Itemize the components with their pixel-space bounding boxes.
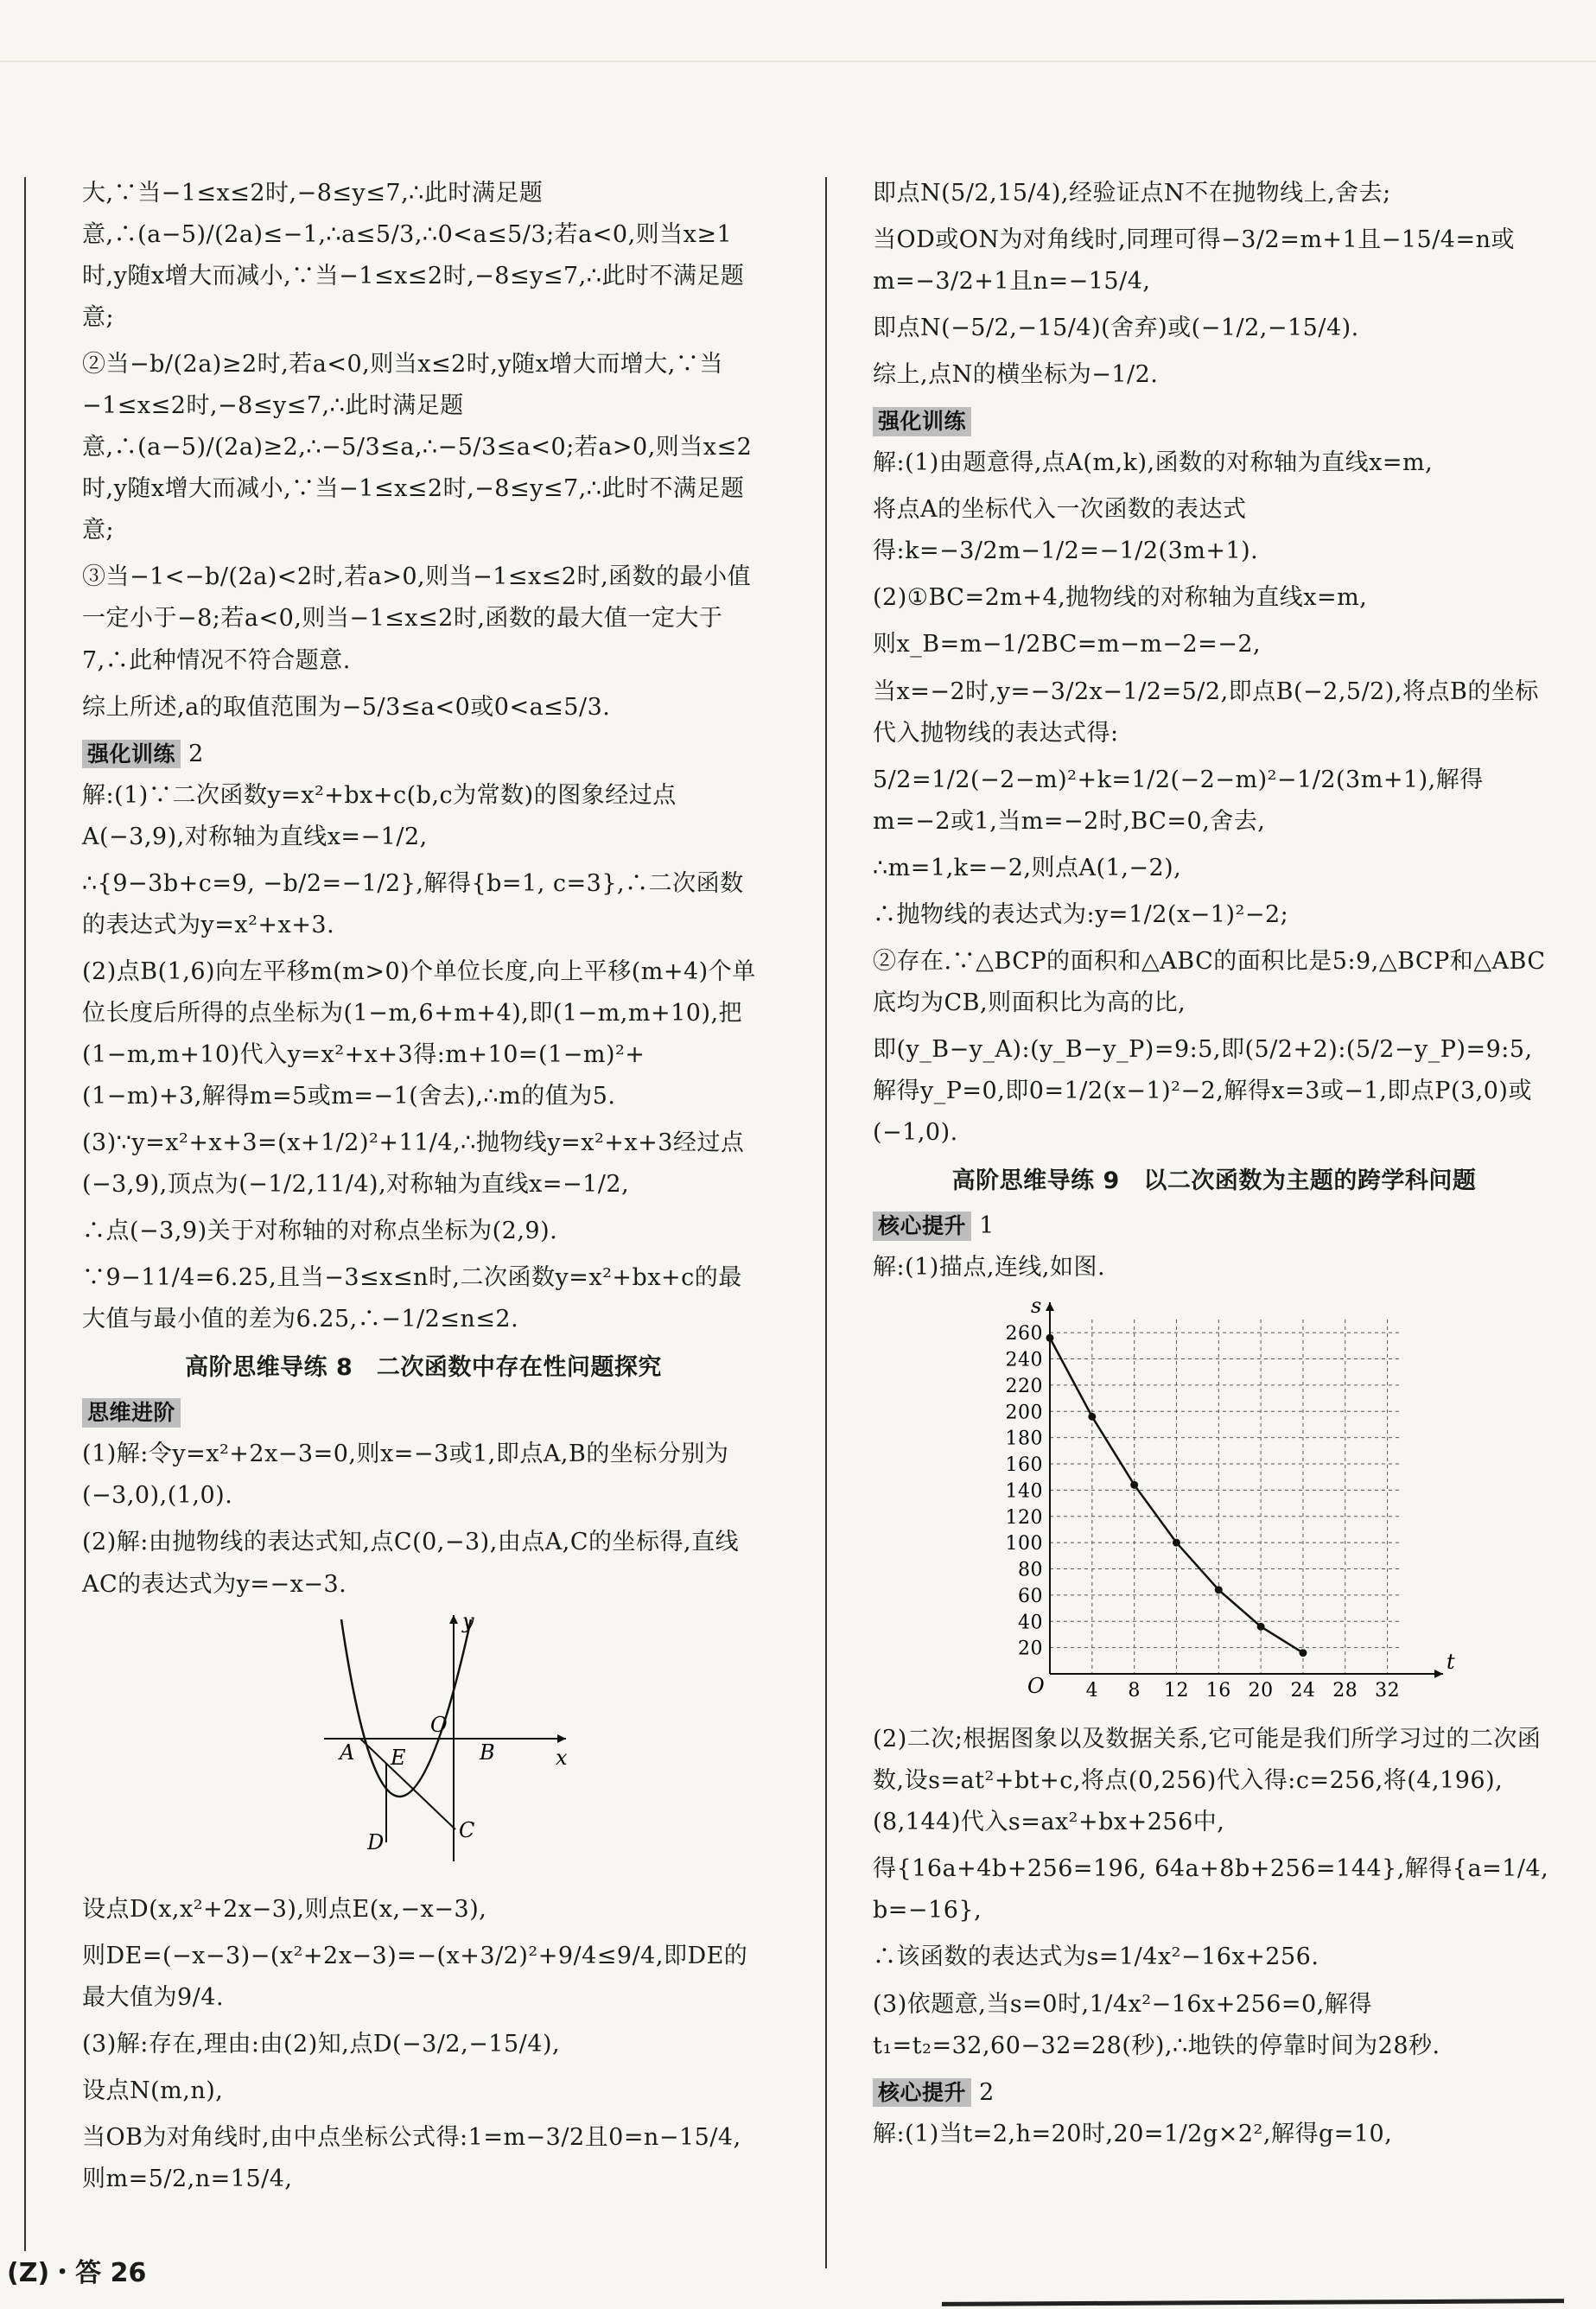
right-p5: 解:(1)由题意得,点A(m,k),函数的对称轴为直线x=m, bbox=[873, 449, 1434, 477]
right-p12: ∴抛物线的表达式为:y=1/2(x−1)²−2; bbox=[873, 900, 1289, 928]
right-p6: 将点A的坐标代入一次函数的表达式得:k=−3/2m−1/2=−1/2(3m+1). bbox=[873, 496, 1259, 565]
label-a: A bbox=[340, 1740, 355, 1765]
left-p4: 综上所述,a的取值范围为−5/3≤a<0或0<a≤5/3. bbox=[82, 693, 611, 721]
data-point bbox=[1173, 1539, 1180, 1547]
y-tick-label: 140 bbox=[1005, 1480, 1043, 1503]
y-tick-label: 20 bbox=[1018, 1638, 1043, 1660]
parabola-figure bbox=[82, 1611, 765, 1884]
left-p6: ∴{9−3b+c=9, −b/2=−1/2},解得{b=1, c=3},∴二次函数的表达式为y=x²+x+3. bbox=[82, 869, 744, 938]
x-tick-label: 16 bbox=[1205, 1680, 1231, 1701]
left-p3: ③当−1<−b/(2a)<2时,若a>0,则当−1≤x≤2时,函数的最小值一定小于−8;若a<0,则当−1≤x≤2时,函数的最大值一定大于7,∴此种情况不符合题意. bbox=[82, 563, 752, 674]
y-tick-label: 100 bbox=[1005, 1533, 1043, 1555]
right-p20: 解:(1)当t=2,h=20时,20=1/2g×2²,解得g=10, bbox=[873, 2120, 1393, 2147]
tag-number: 2 bbox=[181, 740, 204, 767]
left-p17: 当OB为对角线时,由中点坐标公式得:1=m−3/2且0=n−15/4,则m=5/2,n=15/4, bbox=[82, 2123, 741, 2192]
origin-label: O bbox=[1027, 1674, 1046, 1699]
bottom-rule bbox=[942, 2299, 1564, 2306]
x-tick-label: 32 bbox=[1375, 1680, 1401, 1701]
left-p15: (3)解:存在,理由:由(2)知,点D(−3/2,−15/4), bbox=[82, 2030, 561, 2058]
left-p11: (1)解:令y=x²+2x−3=0,则x=−3或1,即点A,B的坐标分别为(−3,0),(1,0). bbox=[82, 1441, 729, 1510]
label-x: x bbox=[556, 1745, 569, 1770]
data-point bbox=[1257, 1623, 1265, 1631]
right-p17: 得{16a+4b+256=196, 64a+8b+256=144},解得{a=1/4, b=−16}, bbox=[873, 1855, 1549, 1924]
y-tick-label: 60 bbox=[1018, 1586, 1043, 1608]
data-point bbox=[1299, 1649, 1307, 1657]
top-rule bbox=[0, 60, 1596, 62]
tag-number: 1 bbox=[971, 1212, 995, 1240]
x-tick-label: 12 bbox=[1163, 1680, 1189, 1701]
right-p7: (2)①BC=2m+4,抛物线的对称轴为直线x=m, bbox=[873, 584, 1368, 612]
y-axis-label: s bbox=[1031, 1294, 1042, 1319]
data-point bbox=[1215, 1586, 1223, 1593]
parabola-curve bbox=[341, 1619, 471, 1797]
data-point bbox=[1130, 1481, 1138, 1489]
x-tick-label: 4 bbox=[1085, 1680, 1099, 1701]
section-title-9: 高阶思维导练 9 以二次函数为主题的跨学科问题 bbox=[951, 1167, 1477, 1195]
label-o: O bbox=[430, 1712, 448, 1737]
y-tick-label: 160 bbox=[1005, 1454, 1043, 1477]
tag-core-improve-1: 核心提升 bbox=[873, 1212, 971, 1241]
label-b: B bbox=[480, 1740, 496, 1765]
left-p5: 解:(1)∵二次函数y=x²+bx+c(b,c为常数)的图象经过点A(−3,9),对称轴为直线x=−1/2, bbox=[82, 781, 677, 850]
right-p2: 当OD或ON为对角线时,同理可得−3/2=m+1且−15/4=n或m=−3/2+1且n=−15/4, bbox=[873, 226, 1515, 296]
y-axis-arrow-icon bbox=[449, 1615, 458, 1624]
tag-number: 2 bbox=[971, 2078, 995, 2106]
line-chart-svg bbox=[873, 1294, 1555, 1700]
y-tick-label: 180 bbox=[1005, 1428, 1043, 1450]
y-axis-arrow-icon bbox=[1046, 1302, 1054, 1311]
tag-strengthen-training-right: 强化训练 bbox=[873, 407, 971, 436]
right-p10: 5/2=1/2(−2−m)²+k=1/2(−2−m)²−1/2(3m+1),解得m=−2或1,当m=−2时,BC=0,舍去, bbox=[873, 766, 1484, 835]
section-title-8: 高阶思维导练 8 二次函数中存在性问题探究 bbox=[185, 1354, 662, 1382]
right-p3: 即点N(−5/2,−15/4)(舍弃)或(−1/2,−15/4). bbox=[873, 315, 1359, 342]
left-p8: (3)∵y=x²+x+3=(x+1/2)²+11/4,∴抛物线y=x²+x+3经过点(−3,9),顶点为(−1/2,11/4),对称轴为直线x=−1/2, bbox=[82, 1129, 745, 1199]
data-point bbox=[1046, 1334, 1054, 1342]
line-chart-figure bbox=[873, 1294, 1555, 1714]
right-p8: 则x_B=m−1/2BC=m−m−2=−2, bbox=[873, 631, 1262, 658]
x-axis-arrow-icon bbox=[557, 1734, 566, 1743]
right-p4: 综上,点N的横坐标为−1/2. bbox=[873, 361, 1159, 389]
page-footer: (Z)・答 26 bbox=[7, 2258, 147, 2288]
data-point bbox=[1088, 1413, 1096, 1421]
label-y: y bbox=[462, 1610, 475, 1633]
label-d: D bbox=[367, 1829, 385, 1854]
x-tick-label: 24 bbox=[1290, 1680, 1316, 1701]
label-e: E bbox=[391, 1745, 407, 1770]
y-tick-label: 120 bbox=[1005, 1506, 1043, 1529]
y-tick-label: 80 bbox=[1018, 1559, 1043, 1581]
y-tick-label: 200 bbox=[1005, 1402, 1043, 1424]
column-divider bbox=[825, 177, 827, 2268]
right-column bbox=[873, 173, 1555, 2160]
x-tick-label: 28 bbox=[1332, 1680, 1358, 1701]
label-c: C bbox=[459, 1817, 475, 1842]
y-tick-label: 240 bbox=[1005, 1349, 1043, 1371]
right-p13: ②存在.∵△BCP的面积和△ABC的面积比是5:9,△BCP和△ABC底均为CB,则面积比为高的比, bbox=[873, 947, 1546, 1016]
right-p18: ∴该函数的表达式为s=1/4x²−16x+256. bbox=[873, 1943, 1319, 1971]
left-p1: 大,∵当−1≤x≤2时,−8≤y≤7,∴此时满足题意,∴(a−5)/(2a)≤−1,∴a≤5/3,∴0<a≤5/3;若a<0,则当x≥1时,y随x增大而减小,∵当−1≤x≤2时,−8≤y≤7,∴此时不满足题意; bbox=[82, 180, 745, 332]
y-tick-label: 260 bbox=[1005, 1323, 1043, 1345]
right-p19: (3)依题意,当s=0时,1/4x²−16x+256=0,解得t₁=t₂=32,60−32=28(秒),∴地铁的停靠时间为28秒. bbox=[873, 1990, 1440, 2059]
right-p15: 解:(1)描点,连线,如图. bbox=[873, 1254, 1106, 1282]
x-tick-label: 20 bbox=[1248, 1680, 1274, 1701]
tag-strengthen-training: 强化训练 bbox=[82, 740, 181, 769]
left-p16: 设点N(m,n), bbox=[82, 2077, 224, 2104]
left-p12: (2)解:由抛物线的表达式知,点C(0,−3),由点A,C的坐标得,直线AC的表达式为y=−x−3. bbox=[82, 1529, 740, 1598]
x-axis-label: t bbox=[1447, 1650, 1456, 1675]
right-p16: (2)二次;根据图象以及数据关系,它可能是我们所学习过的二次函数,设s=at²+bt+c,将点(0,256)代入得:c=256,将(4,196),(8,144)代入s=ax²+bx+256中, bbox=[873, 1726, 1542, 1836]
line-ac bbox=[360, 1739, 455, 1829]
left-p9: ∴点(−3,9)关于对称轴的对称点坐标为(2,9). bbox=[82, 1218, 558, 1245]
y-tick-label: 220 bbox=[1005, 1376, 1043, 1398]
left-p10: ∵9−11/4=6.25,且当−3≤x≤n时,二次函数y=x²+bx+c的最大值与最小值的差为6.25,∴−1/2≤n≤2. bbox=[82, 1264, 742, 1333]
right-p1: 即点N(5/2,15/4),经验证点N不在抛物线上,舍去; bbox=[873, 180, 1391, 207]
tag-core-improve-2: 核心提升 bbox=[873, 2078, 971, 2108]
left-p2: ②当−b/(2a)≥2时,若a<0,则当x≤2时,y随x增大而增大,∵当−1≤x≤2时,−8≤y≤7,∴此时满足题意,∴(a−5)/(2a)≥2,∴−5/3≤a,∴−5/3≤a<0;若a>0,则当x≤2时,y随x增大而减小,∵当−1≤x≤2时,−8≤y≤7,∴此时不满足题意; bbox=[82, 351, 753, 544]
left-p13: 设点D(x,x²+2x−3),则点E(x,−x−3), bbox=[82, 1895, 487, 1923]
left-column bbox=[82, 173, 765, 2205]
right-p11: ∴m=1,k=−2,则点A(1,−2), bbox=[873, 854, 1182, 881]
x-axis-arrow-icon bbox=[1434, 1670, 1443, 1678]
parabola-svg bbox=[82, 1611, 765, 1870]
left-p14: 则DE=(−x−3)−(x²+2x−3)=−(x+3/2)²+9/4≤9/4,即DE的最大值为9/4. bbox=[82, 1942, 748, 2011]
left-p7: (2)点B(1,6)向左平移m(m>0)个单位长度,向上平移(m+4)个单位长度后所得的点坐标为(1−m,6+m+4),即(1−m,m+10),把(1−m,m+10)代入y=x²+x+3得:m+10=(1−m)²+(1−m)+3,解得m=5或m=−1(舍去),∴m的值为5. bbox=[82, 957, 756, 1110]
right-p14: 即(y_B−y_A):(y_B−y_P)=9:5,即(5/2+2):(5/2−y_P)=9:5,解得y_P=0,即0=1/2(x−1)²−2,解得x=3或−1,即点P(3,0)或(−1,0). bbox=[873, 1035, 1533, 1146]
tag-thinking-advance: 思维进阶 bbox=[82, 1398, 181, 1428]
y-tick-label: 40 bbox=[1018, 1612, 1043, 1634]
right-p9: 当x=−2时,y=−3/2x−1/2=5/2,即点B(−2,5/2),将点B的坐标代入抛物线的表达式得: bbox=[873, 677, 1539, 747]
x-tick-label: 8 bbox=[1128, 1680, 1141, 1701]
left-margin-rule bbox=[24, 177, 26, 2251]
